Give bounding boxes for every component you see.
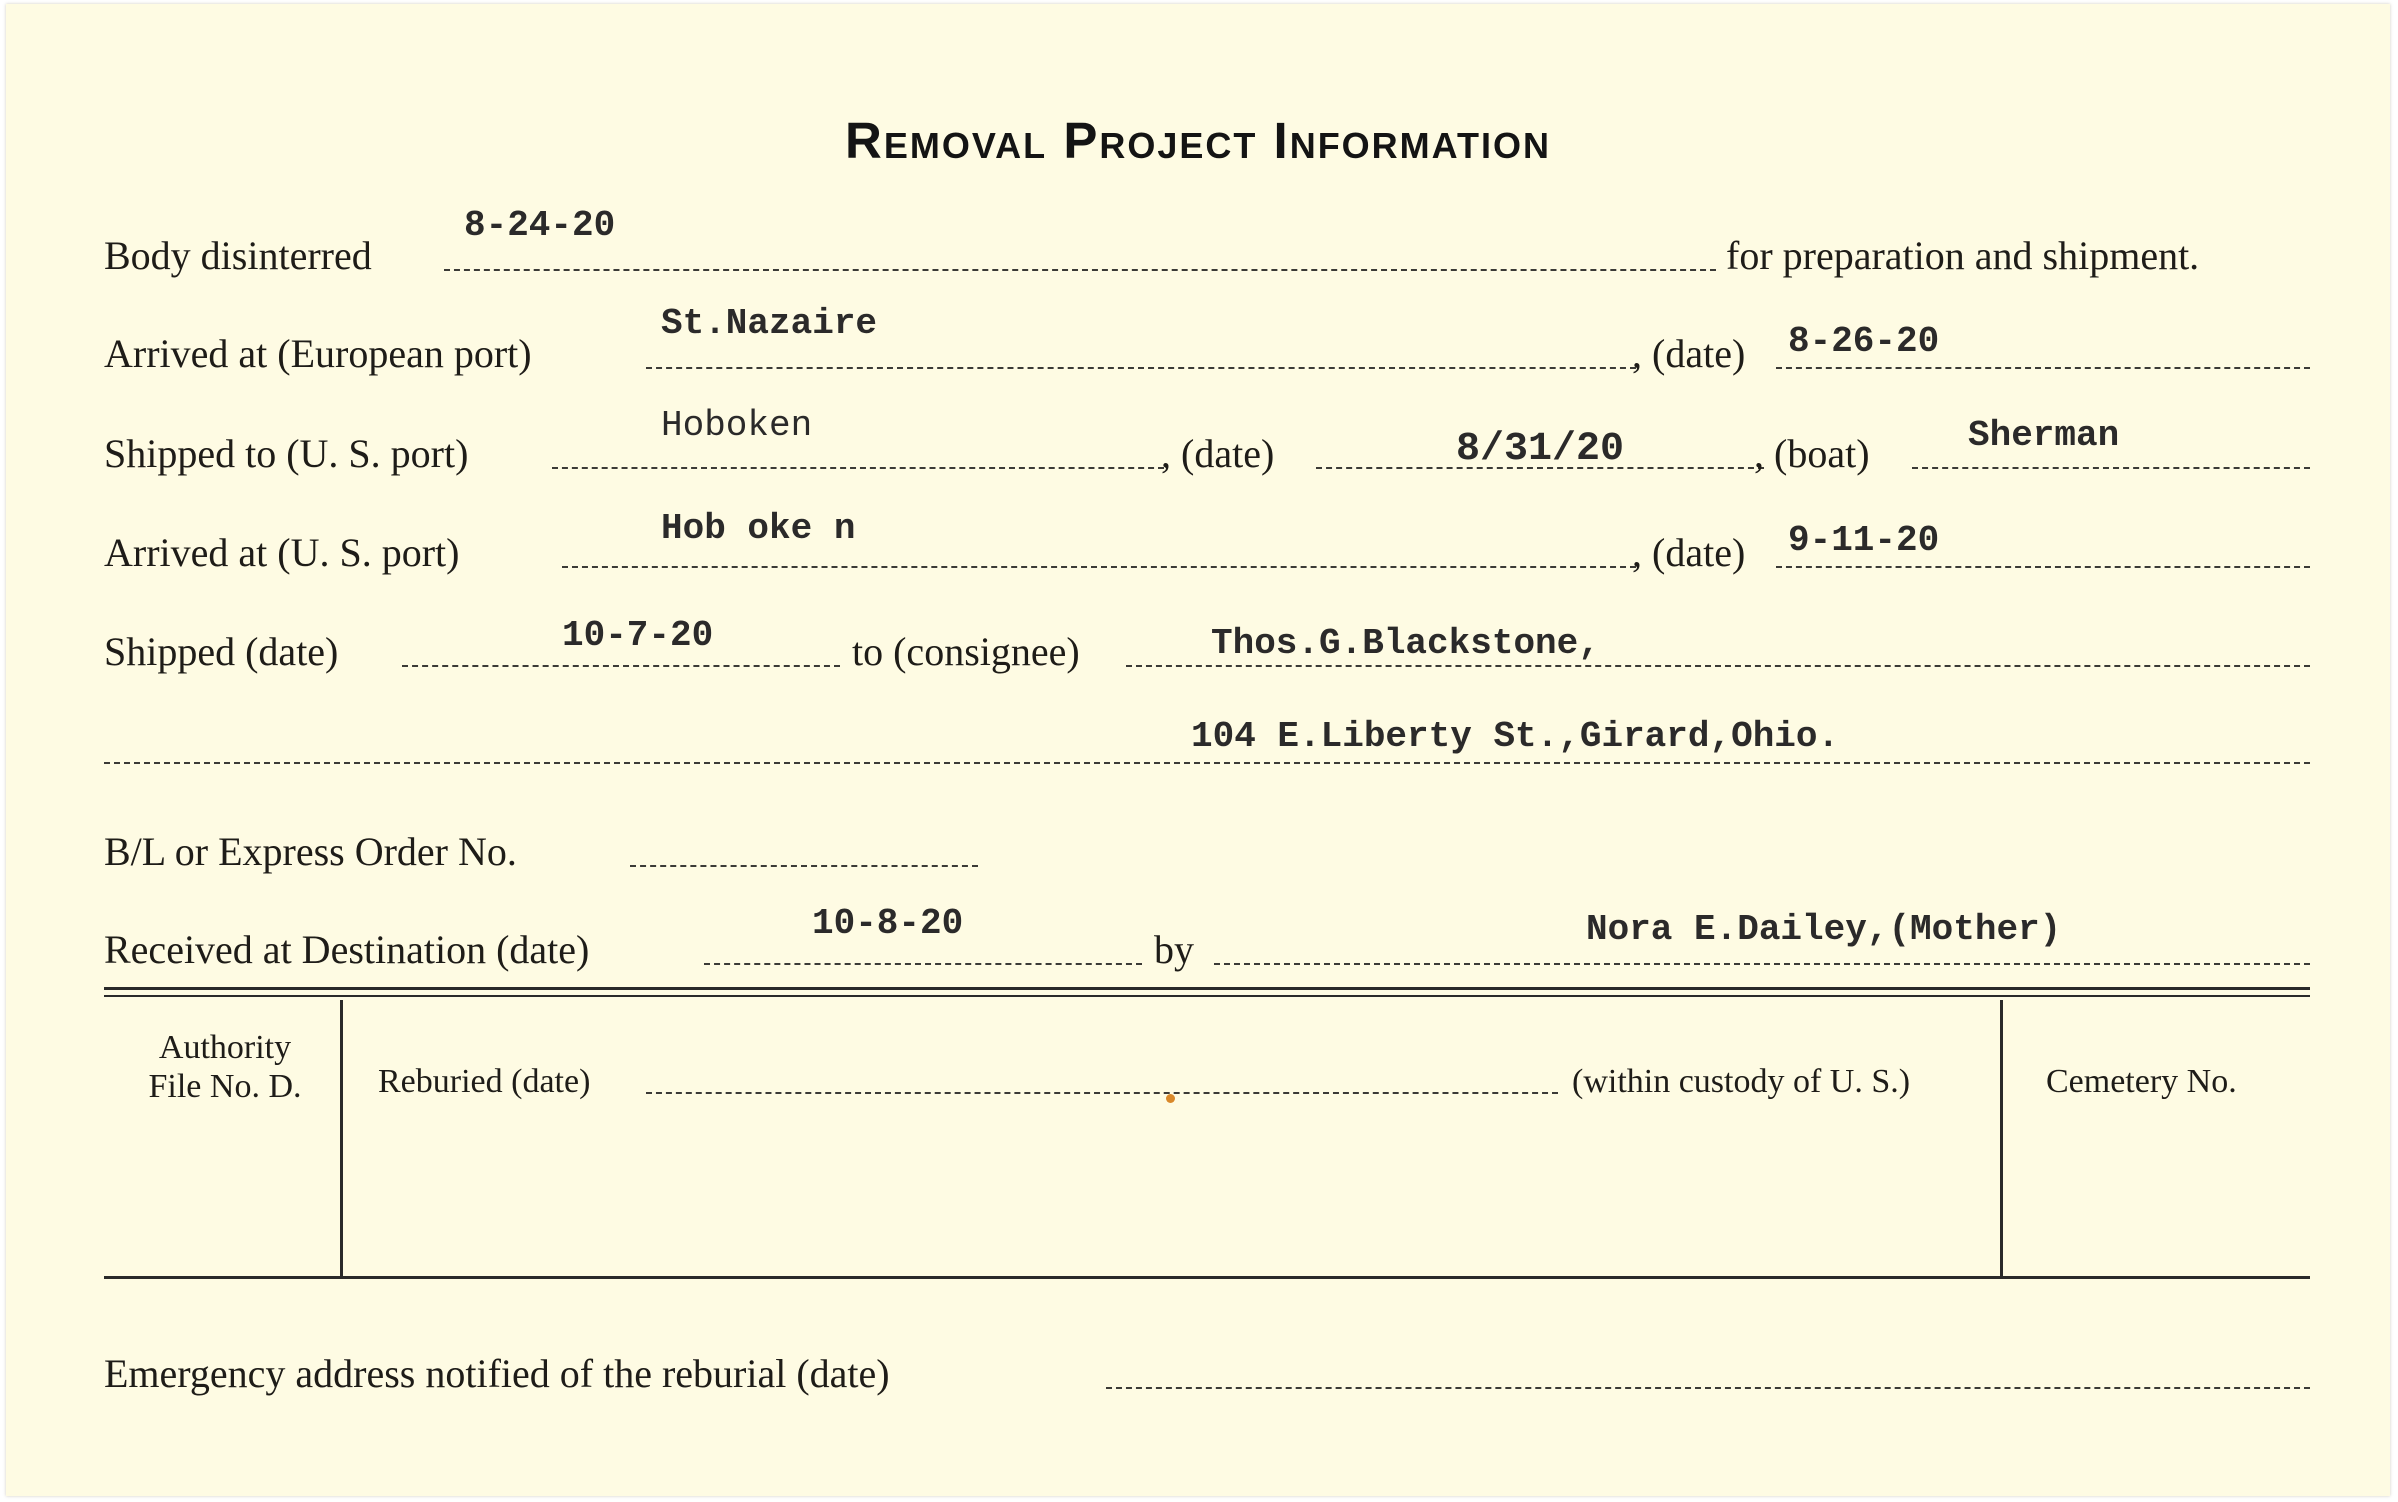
row-emergency: [6, 1334, 2390, 1394]
file-no-label: File No. D.: [148, 1068, 302, 1106]
reburied-label: Reburied (date): [378, 1063, 591, 1100]
disinterred-line: [444, 269, 1716, 271]
shipped-us-date-label: , (date): [1161, 431, 1275, 476]
row-arrived-europe: [6, 303, 2390, 376]
ink-spot: [1166, 1094, 1175, 1103]
arrived-europe-date-line: [1776, 367, 2310, 369]
arrived-europe-date: 8-26-20: [1788, 321, 1940, 362]
shipped-us-boat-line: [1912, 467, 2310, 469]
arrived-us-port: Hob oke n: [661, 508, 856, 549]
received-by-label: by: [1154, 927, 1194, 972]
disinterred-suffix: for preparation and shipment.: [1726, 233, 2200, 278]
table-divider-right: [2000, 1000, 2003, 1276]
received-date: 10-8-20: [812, 903, 964, 944]
cemetery-label: Cemetery No.: [2046, 1063, 2237, 1100]
shipped-date: 10-7-20: [562, 615, 714, 656]
address-line: [104, 762, 2310, 764]
disinterred-label: Body disinterred: [104, 233, 372, 278]
row-shipped: [6, 612, 2390, 672]
row-shipped-us: [6, 405, 2390, 476]
custody-label: (within custody of U. S.): [1572, 1063, 1911, 1100]
reburied-line: [646, 1092, 1558, 1094]
received-date-line: [704, 963, 1142, 965]
table-top-rule-thin: [104, 995, 2310, 997]
authority-label: Authority: [158, 1029, 292, 1066]
arrived-us-label: Arrived at (U. S. port): [104, 530, 460, 575]
consignee-address: 104 E.Liberty St.,Girard,Ohio.: [1191, 716, 1840, 757]
consignee-label: to (consignee): [852, 629, 1080, 674]
arrived-us-date-line: [1776, 566, 2310, 568]
table-bottom-rule: [104, 1276, 2310, 1279]
received-by-name: Nora E.Dailey,(Mother): [1586, 909, 2062, 950]
arrived-us-date-label: , (date): [1632, 530, 1746, 575]
authority-cell: [116, 1028, 334, 1106]
shipped-us-port: Hoboken: [661, 405, 813, 446]
arrived-europe-date-label: , (date): [1632, 331, 1746, 376]
shipped-us-date: 8/31/20: [1456, 427, 1625, 472]
row-address: [6, 709, 2390, 769]
bl-label: B/L or Express Order No.: [104, 829, 517, 874]
received-by-line: [1214, 963, 2310, 965]
form-title: Removal Project Information: [844, 112, 1551, 169]
arrived-europe-port: St.Nazaire: [661, 303, 878, 344]
arrived-europe-line: [646, 367, 1636, 369]
consignee-name: Thos.G.Blackstone,: [1211, 623, 1600, 664]
table-top-rule: [104, 987, 2310, 990]
shipped-date-label: Shipped (date): [104, 629, 339, 674]
row-arrived-us: [6, 508, 2390, 575]
row-bl: [6, 812, 2390, 872]
row-disinterred: [6, 205, 2390, 278]
shipped-us-label: Shipped to (U. S. port): [104, 431, 469, 476]
table-divider-left: [340, 1000, 343, 1276]
disinterred-value: 8-24-20: [464, 205, 616, 246]
record-card: [6, 4, 2390, 1496]
emergency-line: [1106, 1387, 2310, 1389]
arrived-us-date: 9-11-20: [1788, 520, 1940, 561]
row-received: [6, 903, 2390, 972]
shipped-date-line: [402, 665, 840, 667]
bl-line: [630, 865, 978, 867]
arrived-europe-label: Arrived at (European port): [104, 331, 532, 376]
arrived-us-line: [562, 566, 1636, 568]
emergency-label: Emergency address notified of the reburial (date): [104, 1351, 890, 1396]
shipped-us-boat-label: , (boat): [1754, 431, 1870, 476]
shipped-us-line: [552, 467, 1164, 469]
received-label: Received at Destination (date): [104, 927, 590, 972]
shipped-us-boat: Sherman: [1968, 415, 2120, 456]
consignee-line: [1126, 665, 2310, 667]
